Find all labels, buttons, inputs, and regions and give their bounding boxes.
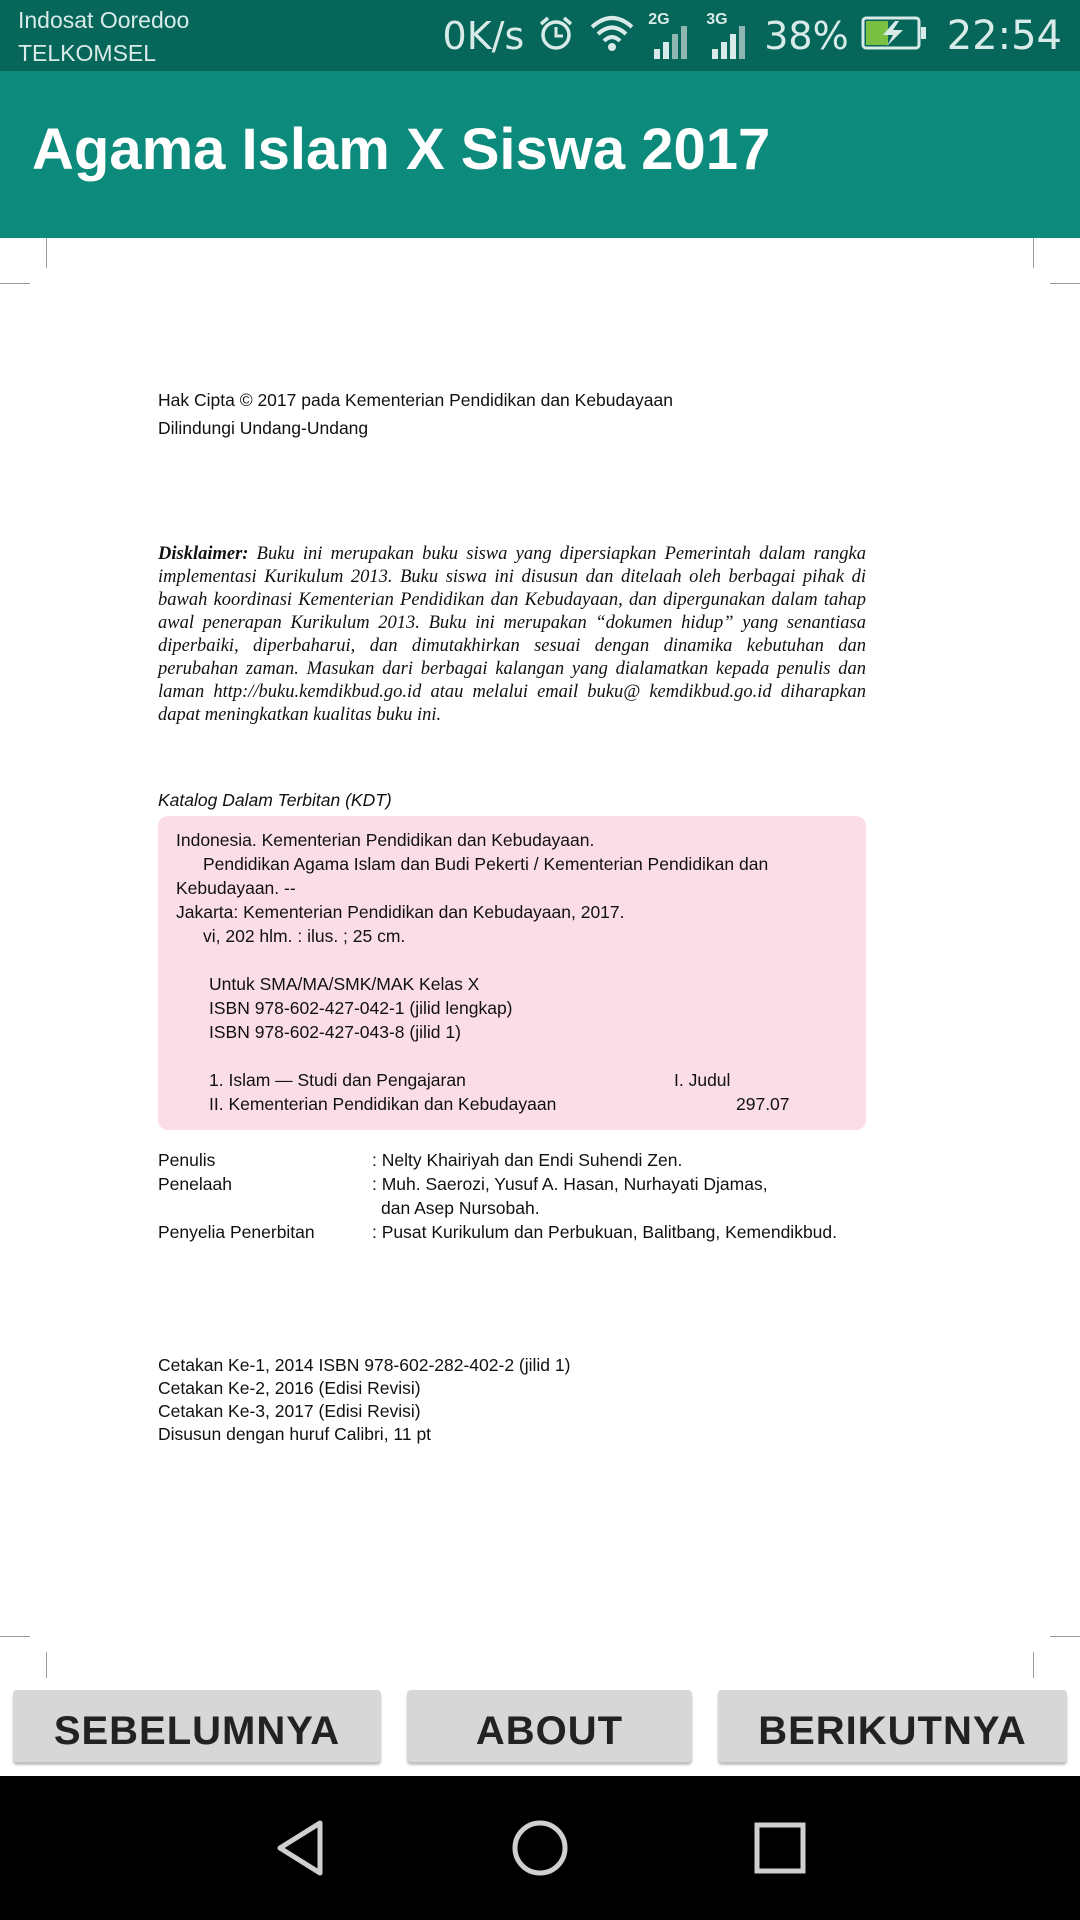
network-speed: 0K/s [442, 13, 525, 58]
navigation-bar [0, 1776, 1080, 1920]
crop-mark [46, 238, 47, 268]
kdt-line: Indonesia. Kementerian Pendidikan dan Kebudayaan. [176, 830, 595, 850]
copyright-line: Dilindungi Undang-Undang [158, 418, 369, 438]
crop-mark [1050, 283, 1080, 284]
disclaimer-text: Buku ini merupakan buku siswa yang dipersiapkan Pemerintah dalam rangka implementasi Kurikulum 2013. Buku siswa ini disusun dan ditelaah oleh berbagai pihak di bawah koordinasi Kementerian Pendidikan dan Kebudayaan, dan dipergunakan dalam tahap awal penerapan Kurikulum 2013. Buku ini merupakan “dokumen hidup” yang senantiasa diperbaiki, diperbaharui, dan dimutakhirkan sesuai dengan dinamika kebutuhan dan perubahan zaman. Masukan dari berbagai kalangan yang dialamatkan kepada penulis dan laman http://buku.kemdikbud.go.id atau melalui email buku@ kemdikbud.go.id diharapkan dapat meningkatkan kualitas buku ini. [158, 544, 866, 725]
printing-line: Cetakan Ke-3, 2017 (Edisi Revisi) [158, 1401, 421, 1421]
credit-value: : Nelty Khairiyah dan Endi Suhendi Zen. [372, 1150, 683, 1170]
credit-label: Penelaah [158, 1174, 232, 1194]
crop-mark [0, 283, 30, 284]
recents-button[interactable] [720, 1776, 840, 1920]
clock: 22:54 [946, 12, 1062, 59]
next-button[interactable]: BERIKUTNYA [718, 1690, 1067, 1762]
kdt-heading: Katalog Dalam Terbitan (KDT) [158, 790, 392, 810]
kdt-line: Jakarta: Kementerian Pendidikan dan Kebudayaan, 2017. [176, 902, 625, 922]
status-bar [0, 0, 1080, 71]
kdt-box [158, 816, 866, 1130]
previous-button[interactable]: SEBELUMNYA [13, 1690, 381, 1762]
back-icon [272, 1818, 328, 1878]
carrier-2-label: TELKOMSEL [18, 40, 157, 66]
crop-mark [0, 1636, 30, 1637]
kdt-line: 297.07 [736, 1094, 790, 1114]
document-page[interactable] [0, 238, 1080, 1678]
crop-mark [1033, 1652, 1034, 1678]
copyright-notice [158, 386, 866, 442]
crop-mark [46, 1652, 47, 1678]
kdt-line: vi, 202 hlm. : ilus. ; 25 cm. [203, 926, 406, 946]
printing-line: Cetakan Ke-2, 2016 (Edisi Revisi) [158, 1378, 421, 1398]
battery-charging-icon [861, 16, 927, 55]
credit-value: : Muh. Saerozi, Yusuf A. Hasan, Nurhayati Djamas, [372, 1174, 768, 1194]
sim2-network-label: 3G [706, 10, 728, 28]
kdt-line: Untuk SMA/MA/SMK/MAK Kelas X [209, 974, 480, 994]
kdt-line: Kebudayaan. -- [176, 878, 296, 898]
kdt-line: II. Kementerian Pendidikan dan Kebudayaan [209, 1094, 557, 1114]
disclaimer [158, 543, 866, 727]
sim1-network-label: 2G [648, 10, 670, 28]
carrier-1-label: Indosat Ooredoo [18, 7, 190, 33]
wifi-icon [588, 13, 636, 58]
crop-mark [1033, 238, 1034, 268]
printing-line: Disusun dengan huruf Calibri, 11 pt [158, 1424, 432, 1444]
back-button[interactable] [240, 1776, 360, 1920]
recents-icon [752, 1820, 808, 1876]
credit-value: dan Asep Nursobah. [381, 1198, 540, 1218]
credit-label: Penyelia Penerbitan [158, 1222, 315, 1242]
home-button[interactable] [480, 1776, 600, 1920]
credit-value: : Pusat Kurikulum dan Perbukuan, Balitbang, Kemendikbud. [372, 1222, 838, 1242]
alarm-icon [536, 13, 576, 58]
disclaimer-label: Disklaimer: [158, 544, 249, 564]
signal-icon [706, 11, 752, 61]
kdt-line: ISBN 978-602-427-043-8 (jilid 1) [209, 1022, 461, 1042]
kdt-line: 1. Islam — Studi dan Pengajaran [209, 1070, 466, 1090]
credit-label: Penulis [158, 1150, 216, 1170]
kdt-line: I. Judul [674, 1070, 731, 1090]
page-title: Agama Islam X Siswa 2017 [32, 117, 771, 182]
printing-history [158, 1354, 866, 1446]
about-button[interactable]: ABOUT [407, 1690, 692, 1762]
crop-mark [1050, 1636, 1080, 1637]
kdt-line: ISBN 978-602-427-042-1 (jilid lengkap) [209, 998, 513, 1018]
home-icon [510, 1818, 570, 1878]
app-bar [0, 71, 1080, 238]
battery-percent: 38% [764, 13, 849, 58]
signal-icon [648, 11, 694, 61]
kdt-line: Pendidikan Agama Islam dan Budi Pekerti / Kementerian Pendidikan dan [203, 854, 769, 874]
printing-line: Cetakan Ke-1, 2014 ISBN 978-602-282-402-2 (jilid 1) [158, 1355, 571, 1375]
copyright-line: Hak Cipta © 2017 pada Kementerian Pendidikan dan Kebudayaan [158, 390, 673, 410]
